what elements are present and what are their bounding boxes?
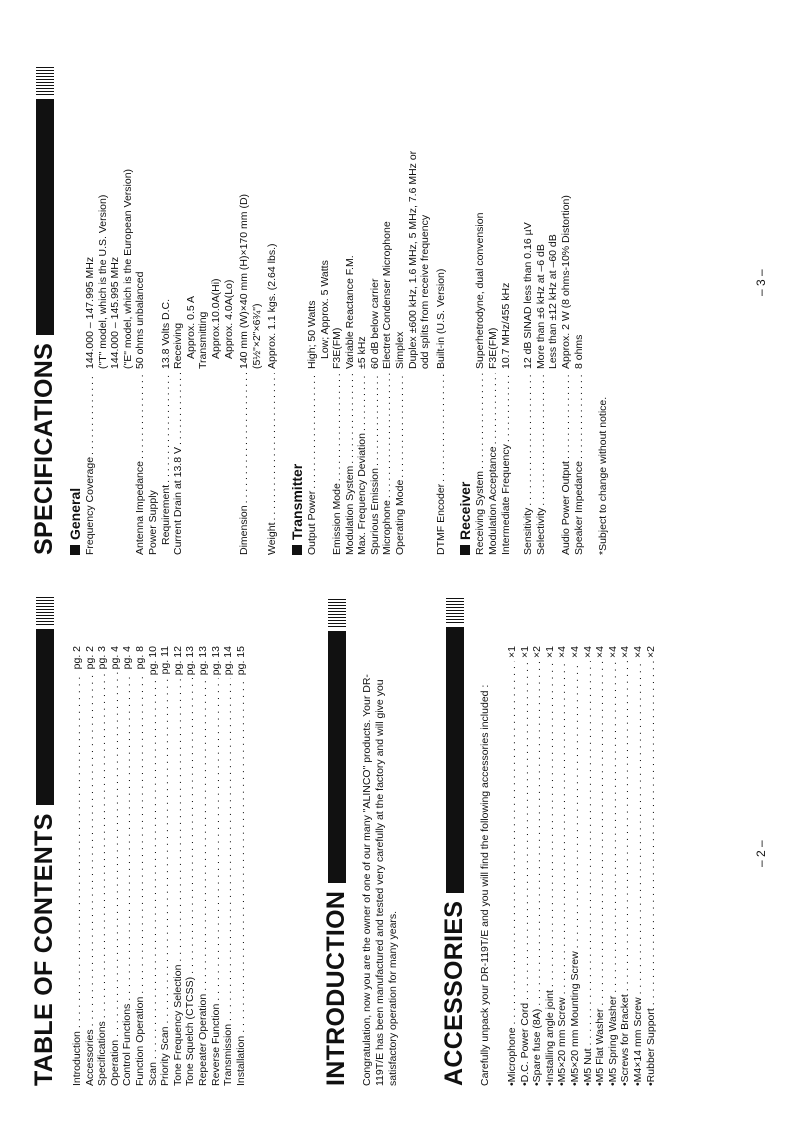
toc-entry (184, 646, 197, 1086)
leader-dots (394, 373, 432, 478)
spec-label (356, 373, 369, 555)
spec-label (487, 373, 500, 555)
square-bullet-icon (292, 545, 302, 555)
spec-label-text: Intermediate Frequency (499, 444, 512, 555)
spec-label (394, 373, 432, 555)
leader-dots (619, 661, 632, 991)
leader-dots (235, 678, 248, 1033)
leader-dots (96, 672, 109, 1018)
spec-value: Simplex (394, 331, 407, 369)
spec-values (560, 35, 573, 373)
toc-entry-page: pg. 4 (121, 646, 134, 670)
spec-label-text: Microphone (381, 500, 394, 555)
spec-label (331, 373, 344, 555)
spec-values (535, 35, 560, 373)
spec-values (306, 35, 331, 373)
leader-dots (381, 373, 394, 498)
toc-entry (121, 646, 134, 1086)
accessory-name: •M5 Nut (581, 1048, 594, 1086)
spec-row (573, 35, 586, 555)
spec-value: 12 dB SINAD less than 0.16 µV (522, 222, 535, 369)
spec-value: ("E" model, which is the European Version) (121, 168, 134, 369)
specifications-heading (30, 35, 59, 555)
leader-dots (356, 373, 369, 431)
spec-label-text: Dimension (238, 505, 251, 555)
spec-row (535, 35, 560, 555)
spec-value: Approx. 4.0A(Lo) (222, 279, 235, 359)
toc-entry-page: pg. 2 (83, 646, 96, 670)
toc-entry-page: pg. 3 (96, 646, 109, 670)
leader-dots (435, 373, 448, 482)
spec-value: 140 mm (W)×40 mm (H)×170 mm (D) (238, 193, 251, 369)
leader-dots (266, 373, 279, 521)
spec-label-text: Modulation System (343, 465, 356, 555)
toc-entry-label: Introduction (71, 1031, 83, 1086)
accessory-qty: ×4 (631, 646, 644, 658)
heading-hatch (36, 597, 54, 625)
accessories-heading (440, 596, 469, 1086)
spec-label (134, 373, 147, 555)
accessory-item (544, 646, 557, 1086)
toc-heading (30, 596, 59, 1086)
leader-dots (238, 373, 263, 503)
accessory-qty: ×2 (531, 646, 544, 658)
accessory-name: •Rubber Support (644, 1008, 657, 1086)
accessory-item (632, 646, 645, 1086)
spec-label (474, 373, 487, 555)
toc-entry-label: Scan (146, 1062, 159, 1086)
spec-value: 13.8 Volts D.C. (159, 298, 172, 369)
accessory-name: •M5×20 mm Mounting Screw (568, 951, 581, 1086)
toc-entry-label: Repeater Operation (196, 993, 209, 1086)
spec-label (535, 373, 560, 555)
spec-label (84, 373, 134, 555)
spec-values (238, 35, 263, 373)
toc-entry-label: Priority Scan (159, 1026, 172, 1086)
spec-label-text: Audio Power Output (560, 461, 572, 555)
accessory-name: •Microphone (506, 1027, 518, 1086)
spec-label (306, 373, 331, 555)
spec-label (266, 373, 279, 555)
introduction-title: INTRODUCTION (322, 890, 350, 1086)
toc-entry-label: Function Operation (133, 996, 146, 1086)
spec-label-text: Max. Frequency Deviation (356, 433, 369, 555)
spec-row (369, 35, 382, 555)
accessory-qty: ×1 (543, 646, 556, 658)
spec-row (331, 35, 344, 555)
toc-entry-page: pg. 14 (222, 646, 235, 676)
leader-dots (573, 373, 586, 459)
spec-row (560, 35, 573, 555)
spec-label-text: Operating Mode (394, 479, 407, 555)
spec-row (160, 35, 173, 555)
accessory-name: •M4×14 mm Screw (631, 997, 644, 1086)
leader-dots (71, 672, 84, 1028)
spec-label (172, 373, 235, 555)
leader-dots (556, 661, 569, 994)
spec-value: Transmitting (197, 311, 210, 369)
toc-entry (71, 646, 84, 1086)
spec-value: Electret Condenser Microphone (381, 221, 394, 369)
accessory-item (645, 646, 658, 1086)
toc-entry (96, 646, 109, 1086)
introduction-body: Congratulation, now you are the owner of one of our many "ALINCO" products. Your DR-119T/E has been manufactured and tested very carefully at the factory and will give you satisfactory operation for many years. (361, 674, 399, 1086)
toc-entry-label: Control Functions (121, 1003, 134, 1086)
spec-label-text: Antenna Impedance (134, 461, 147, 555)
leader-dots (210, 678, 223, 1001)
spec-row (306, 35, 331, 555)
accessory-qty: ×4 (581, 646, 594, 658)
leader-dots (506, 661, 519, 1024)
spec-value: 144.000 – 147.995 MHz (84, 256, 96, 369)
leader-dots (84, 373, 134, 455)
spec-row (500, 35, 513, 555)
leader-dots (535, 373, 560, 506)
spec-row (381, 35, 394, 555)
toc-section (30, 596, 247, 1086)
toc-title: TABLE OF CONTENTS (30, 813, 58, 1086)
square-bullet-icon (460, 545, 470, 555)
spec-note: *Subject to change without notice. (597, 396, 610, 555)
spec-values (160, 35, 173, 373)
spec-row (474, 35, 487, 555)
spec-values (147, 35, 160, 373)
leader-dots (184, 678, 197, 974)
accessory-item (594, 646, 607, 1086)
accessory-name: •M5×20 mm Screw (556, 997, 569, 1086)
spec-label (238, 373, 263, 555)
spec-row (172, 35, 235, 555)
spec-label-text: Power Supply (146, 490, 159, 555)
leader-dots (344, 373, 357, 464)
accessory-name: •Screws for Bracket (619, 994, 632, 1086)
leader-dots (172, 678, 185, 961)
spec-label (435, 373, 448, 555)
leader-dots (197, 678, 210, 991)
spec-value: 50 ohms unbalanced (134, 271, 147, 369)
heading-hatch (36, 67, 54, 95)
spec-value: 8 ohms (572, 334, 585, 369)
toc-entry-page: pg. 13 (196, 646, 209, 676)
spec-value: Approx. 2 W (8 ohms-10% Distortion) (560, 195, 572, 369)
spacer (512, 35, 522, 555)
toc-entry (84, 646, 97, 1086)
spec-row (487, 35, 500, 555)
toc-entry-page: pg. 11 (159, 646, 172, 675)
spec-row (394, 35, 432, 555)
toc-entry-label: Tone Frequency Selection (171, 964, 184, 1086)
toc-entry-page: pg. 13 (209, 646, 222, 676)
spec-row (266, 35, 279, 555)
toc-entry (109, 646, 122, 1086)
accessory-qty: ×1 (518, 646, 531, 658)
leader-dots (531, 661, 544, 1006)
accessory-item (582, 646, 595, 1086)
spec-label (560, 373, 573, 555)
accessory-item (569, 646, 582, 1086)
toc-entry (210, 646, 223, 1086)
toc-entry-page: pg. 2 (71, 646, 83, 670)
spec-values (356, 35, 369, 373)
spec-label-text: Spurious Emission (368, 468, 381, 555)
spec-value: 144.000 – 145.995 MHz (109, 256, 122, 369)
spec-row (344, 35, 357, 555)
accessories-list (506, 646, 657, 1086)
spec-values (394, 35, 432, 373)
spec-row (147, 35, 160, 555)
accessory-item (556, 646, 569, 1086)
leader-dots (632, 661, 645, 994)
spec-label-text: Modulation Acceptance (487, 446, 500, 555)
accessories-section (440, 596, 657, 1086)
toc-entry (147, 646, 160, 1086)
transmitter-heading: Transmitter (289, 35, 305, 555)
square-bullet-icon (70, 545, 80, 555)
leader-dots (369, 373, 382, 466)
spec-label-text: Sensitivity (522, 507, 535, 555)
page-number: – 2 – (754, 840, 768, 867)
spec-value: 10.7 MHz/455 kHz (499, 282, 512, 369)
receiver-spec-list (474, 35, 585, 555)
leader-dots (306, 373, 331, 489)
spec-label-text: Output Power (305, 490, 318, 555)
leader-dots (109, 672, 122, 1037)
accessory-name: •M5 Flat Washer (594, 1008, 607, 1086)
accessories-intro: Carefully unpack your DR-119T/E and you will find the following accessories included : (479, 684, 491, 1086)
spec-value: Approx. 1.1 kgs. (2.64 lbs.) (266, 243, 279, 369)
leader-dots (84, 672, 97, 1026)
spec-value: Superhetrodyne, dual convension (474, 212, 487, 369)
spec-values (344, 35, 357, 373)
spec-label-text: Current Drain at 13.8 V (172, 447, 185, 555)
general-spec-list (84, 35, 279, 555)
toc-entry (197, 646, 210, 1086)
spec-row (84, 35, 134, 555)
accessory-qty: ×4 (606, 646, 619, 658)
leader-dots (594, 661, 607, 1006)
spec-row (435, 35, 448, 555)
leader-dots (607, 661, 620, 993)
leader-dots (582, 661, 595, 1045)
spec-values (522, 35, 535, 373)
spec-values (172, 35, 235, 373)
toc-entry (235, 646, 248, 1086)
leader-dots (500, 373, 513, 442)
spec-label-text: Emission Mode (331, 483, 344, 555)
introduction-section (322, 596, 400, 1086)
accessory-qty: ×2 (644, 646, 657, 658)
introduction-heading (322, 596, 351, 1086)
spec-value: ("T" model, which is the U.S. Version) (96, 194, 109, 369)
spec-label (160, 373, 173, 555)
toc-entry-label: Accessories (83, 1029, 96, 1086)
spec-label (344, 373, 357, 555)
leader-dots (560, 373, 573, 459)
specifications-section (30, 35, 610, 555)
toc-entry-page: pg. 13 (184, 646, 197, 676)
leader-dots (645, 661, 658, 1005)
spec-value: Low; Approx. 5 Watts (318, 260, 331, 359)
leader-dots (519, 661, 532, 1000)
spec-value: Built-in (U.S. Version) (434, 268, 447, 369)
accessory-qty: ×4 (568, 646, 581, 658)
spec-value: Approx. 0.5 A (184, 295, 197, 359)
spec-values (500, 35, 513, 373)
spec-value: ±5 kHz (356, 336, 369, 369)
accessory-item (607, 646, 620, 1086)
toc-entry-page: pg. 15 (234, 646, 247, 676)
toc-entry-label: Operation (108, 1039, 121, 1086)
accessory-name: •M5 Spring Washer (606, 995, 619, 1086)
spec-value: Less than ±12 kHz at –60 dB (547, 234, 560, 369)
toc-entry (159, 646, 172, 1086)
accessory-qty: ×1 (506, 646, 518, 658)
spec-label (522, 373, 535, 555)
spec-value: F3E(FM) (331, 327, 344, 369)
receiver-heading: Receiver (457, 35, 473, 555)
spec-value: (5½"×2"×6¾") (250, 303, 263, 369)
spec-label-text: Requirement (159, 484, 172, 545)
general-heading: General (67, 35, 83, 555)
leader-dots (160, 373, 173, 483)
leader-dots (569, 661, 582, 948)
leader-dots (134, 672, 147, 993)
spec-value: High; 50 Watts (305, 300, 318, 369)
toc-entry-label: Reverse Function (209, 1003, 222, 1086)
spec-value: odd splits from receive frequency (419, 214, 432, 369)
toc-list (71, 646, 247, 1086)
toc-entry (222, 646, 235, 1086)
spec-values (474, 35, 487, 373)
accessory-name: •D.C. Power Cord (518, 1002, 531, 1086)
spec-label (369, 373, 382, 555)
leader-dots (474, 373, 487, 469)
spec-label (381, 373, 394, 555)
spec-values (331, 35, 344, 373)
transmitter-spec-list (306, 35, 448, 555)
accessory-item (531, 646, 544, 1086)
leader-dots (331, 373, 344, 481)
accessory-name: •Spare fuse (8A) (531, 1008, 544, 1086)
toc-entry-page: pg. 8 (133, 646, 146, 670)
leader-dots (159, 677, 172, 1023)
spec-value: Receiving (172, 322, 185, 369)
heading-bar (36, 629, 54, 805)
left-page (0, 561, 794, 1122)
toc-entry (134, 646, 147, 1086)
toc-entry (172, 646, 185, 1086)
accessory-item (519, 646, 532, 1086)
specifications-title: SPECIFICATIONS (30, 342, 58, 555)
spec-row (356, 35, 369, 555)
heading-bar (36, 99, 54, 335)
spec-values (369, 35, 382, 373)
spec-value: 60 dB below carrier (368, 278, 381, 369)
spec-label (573, 373, 586, 555)
spec-label-text: DTMF Encoder (434, 483, 447, 555)
leader-dots (522, 373, 535, 506)
spec-row (238, 35, 263, 555)
page-number: – 3 – (754, 269, 768, 296)
accessory-item (506, 646, 519, 1086)
spec-label-text: Frequency Coverage (84, 456, 96, 555)
spec-value: Duplex ±600 kHz, 1.6 MHz, 5 MHz, 7.6 MHz or (406, 150, 419, 369)
spec-label-text: Weight (266, 522, 279, 555)
accessory-qty: ×4 (556, 646, 569, 658)
spec-values (573, 35, 586, 373)
spec-values (134, 35, 147, 373)
spec-label-text: Speaker Impedance (572, 461, 585, 555)
toc-entry-label: Tone Squelch (CTCSS) (184, 976, 197, 1086)
spec-value: F3E(FM) (487, 327, 500, 369)
accessory-qty: ×4 (619, 646, 632, 658)
accessory-qty: ×4 (594, 646, 607, 658)
leader-dots (121, 672, 134, 1000)
spec-value: Approx.10.0A(Hi) (209, 278, 222, 359)
leader-dots (147, 678, 160, 1059)
spec-label-text: Receiving System (474, 470, 487, 555)
toc-entry-label: Transmission (222, 1023, 235, 1086)
leader-dots (134, 373, 147, 459)
spec-label (500, 373, 513, 555)
leader-dots (487, 373, 500, 444)
spec-row (522, 35, 535, 555)
spec-value: More than ±6 kHz at –6 dB (534, 244, 547, 369)
spec-label-text: Selectivity (534, 507, 547, 555)
toc-entry-label: Installation (234, 1035, 247, 1086)
heading-bar (328, 631, 346, 883)
spec-values (381, 35, 394, 373)
spec-values (435, 35, 448, 373)
spec-values (266, 35, 279, 373)
heading-hatch (328, 599, 346, 627)
accessory-item (619, 646, 632, 1086)
spec-values (84, 35, 134, 373)
toc-entry-page: pg. 10 (146, 646, 159, 676)
heading-bar (446, 627, 464, 893)
leader-dots (544, 661, 557, 987)
spec-row (134, 35, 147, 555)
accessory-name: •Installing angle joint (543, 990, 556, 1086)
leader-dots (222, 678, 235, 1021)
spec-label (147, 373, 160, 555)
toc-entry-page: pg. 12 (171, 646, 184, 676)
spec-values (487, 35, 500, 373)
heading-hatch (446, 596, 464, 623)
accessories-title: ACCESSORIES (440, 900, 468, 1086)
toc-entry-page: pg. 4 (108, 646, 121, 670)
spec-value: Variable Reactance F.M. (343, 255, 356, 369)
toc-entry-label: Specifications (96, 1021, 109, 1086)
leader-dots (172, 373, 235, 445)
